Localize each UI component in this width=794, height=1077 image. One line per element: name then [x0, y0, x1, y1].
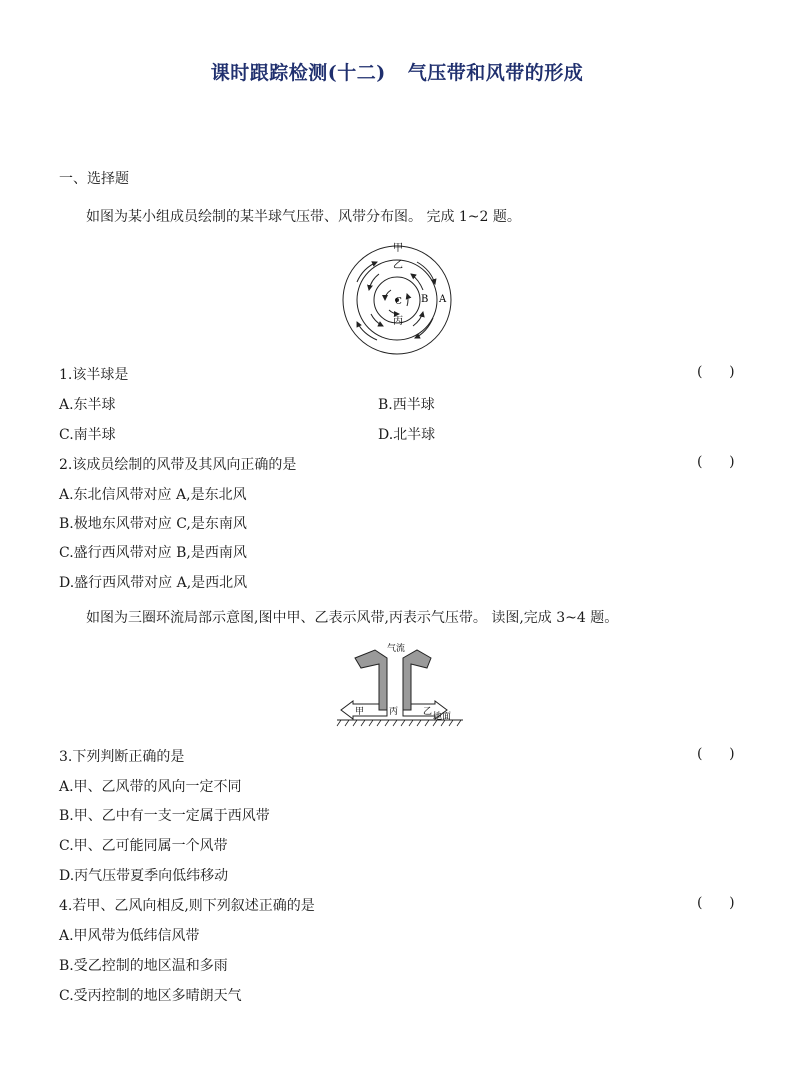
title-part-2: 气压带和风带的形成 [407, 62, 584, 84]
q4-stem: 4.若甲、乙风向相反,则下列叙述正确的是 [59, 898, 315, 914]
q1-stem: 1.该半球是 [59, 367, 129, 383]
fig1-label-jia: 甲 [393, 243, 403, 254]
fig2-label-bing: 丙 [389, 707, 399, 717]
q3-option-b[interactable]: B.甲、乙中有一支一定属于西风带 [59, 808, 270, 824]
fig1-label-c: C [395, 297, 402, 307]
fig1-label-b: B [421, 294, 429, 305]
fig1-label-yi: 乙 [393, 260, 403, 271]
fig2-label-jia: 甲 [355, 707, 365, 717]
page-title [0, 58, 794, 85]
q2-option-d[interactable]: D.盛行西风带对应 A,是西北风 [59, 575, 248, 591]
fig2-label-yi: 乙 [423, 707, 433, 717]
q2-option-c[interactable]: C.盛行西风带对应 B,是西南风 [59, 545, 247, 561]
q3-answer-paren[interactable]: ( ) [697, 746, 735, 762]
q3-stem: 3.下列判断正确的是 [59, 749, 185, 765]
q1-option-d[interactable]: D.北半球 [378, 427, 436, 443]
q4-option-b[interactable]: B.受乙控制的地区温和多雨 [59, 958, 228, 974]
intro-2: 如图为三圈环流局部示意图,图中甲、乙表示风带,丙表示气压带。 读图,完成 3~4 题。 [86, 610, 619, 626]
q3-option-d[interactable]: D.丙气压带夏季向低纬移动 [59, 868, 229, 884]
figure-pressure-wind-belts [335, 238, 460, 356]
fig1-label-bing: 丙 [393, 316, 403, 327]
q1-option-c[interactable]: C.南半球 [59, 427, 116, 443]
fig2-label-dimian: 地面 [433, 712, 452, 722]
section-heading: 一、选择题 [59, 171, 129, 187]
fig1-label-a: A [439, 294, 447, 305]
q1-answer-paren[interactable]: ( ) [697, 364, 735, 380]
q3-option-a[interactable]: A.甲、乙风带的风向一定不同 [59, 779, 242, 795]
figure-circulation [335, 640, 465, 730]
q2-stem: 2.该成员绘制的风带及其风向正确的是 [59, 457, 297, 473]
q4-option-a[interactable]: A.甲风带为低纬信风带 [59, 928, 200, 944]
q1-option-b[interactable]: B.西半球 [378, 397, 435, 413]
intro-1: 如图为某小组成员绘制的某半球气压带、风带分布图。 完成 1~2 题。 [86, 209, 521, 225]
title-part-1: 课时跟踪检测(十二) [210, 62, 386, 84]
q3-option-c[interactable]: C.甲、乙可能同属一个风带 [59, 838, 228, 854]
fig2-label-qiliu: 气流 [387, 644, 406, 654]
q4-answer-paren[interactable]: ( ) [697, 895, 735, 911]
q1-option-a[interactable]: A.东半球 [59, 397, 116, 413]
q2-option-b[interactable]: B.极地东风带对应 C,是东南风 [59, 516, 247, 532]
q4-option-c[interactable]: C.受丙控制的地区多晴朗天气 [59, 988, 242, 1004]
q2-option-a[interactable]: A.东北信风带对应 A,是东北风 [59, 487, 247, 503]
q2-answer-paren[interactable]: ( ) [697, 454, 735, 470]
